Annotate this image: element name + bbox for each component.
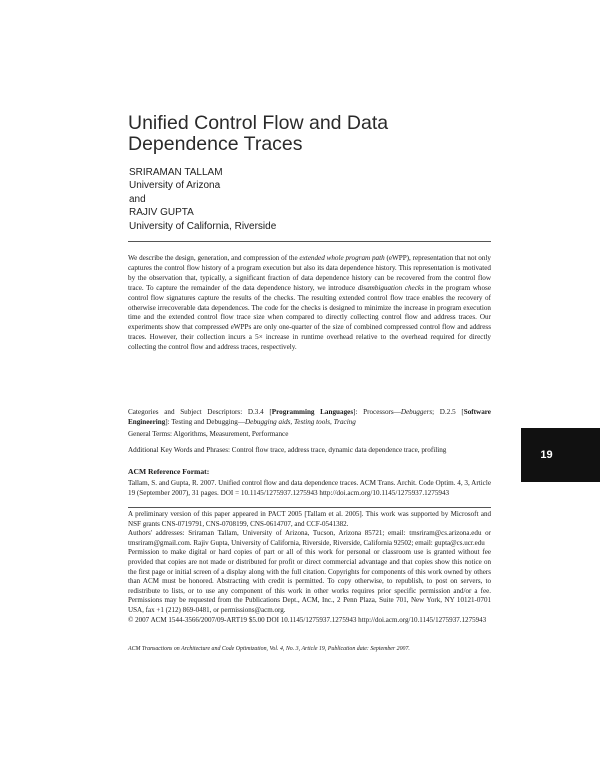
- abstract: [128, 254, 491, 353]
- category-tools: Debugging aids, Testing tools, Tracing: [245, 417, 356, 426]
- footnotes: [128, 510, 491, 625]
- general-terms: [128, 430, 491, 440]
- article-number: 19: [540, 449, 553, 461]
- keywords-text: Additional Key Words and Phrases: Control flow trace, address trace, dynamic data dependence trace, profiling: [128, 446, 447, 454]
- category-se: Software Engineering: [128, 408, 491, 426]
- author-affiliation-1: University of Arizona: [129, 180, 221, 192]
- abstract-text-3: in the program whose control flow signatures capture the results of the checks. The resulting extended control flow trace enables the recovery of otherwise irrecoverable data dependences. The code for the checks is designed to minimize the increase in program execution time and the extended control flow trace size when compared to directly collecting control flow and address traces. Our experiments show that compressed eWPPs are only one-quarter of the size of combined compressed control flow and address traces. However, their collection incurs a 5× increase in runtime overhead relative to the overhead required for directly collecting the control flow and address traces, respectively.: [128, 283, 491, 352]
- footnote-rule: [128, 507, 491, 508]
- abstract-text-2: (eWPP), representation that not only captures the control flow history of a program execution but also its data dependence history. This representation is motivated by the observation that, typically, a significant fraction of data dependence history can be recovered from the control flow trace. To capture the remainder of the data dependence history, we introduce: [128, 254, 491, 292]
- footnote-copyright: © 2007 ACM 1544-3566/2007/09-ART19 $5.00 DOI 10.1145/1275937.1275943 http://doi.acm.org/10.1145/1275937.1275943: [128, 615, 487, 624]
- abstract-text-1: We describe the design, generation, and compression of the: [128, 254, 300, 262]
- categories-label: Categories and Subject Descriptors: D.3.4 [: [128, 408, 272, 416]
- general-terms-text: General Terms: Algorithms, Measurement, Performance: [128, 430, 289, 438]
- footnote-permission: Permission to make digital or hard copies of part or all of this work for personal or classroom use is granted without fee provided that copies are not made or distributed for profit or direct commercial advantage and that copies show this notice on the first page or initial screen of a display along with the full citation. Copyrights for components of this work owned by others than ACM must be honored. Abstracting with credit is permitted. To copy otherwise, to republish, to post on servers, to redistribute to lists, or to use any component of this work in other works requires prior specific permission and/or a fee. Permissions may be requested from the Publications Dept., ACM, Inc., 2 Penn Plaza, Suite 701, New York, NY 10121-0701 USA, fax +1 (212) 869-0481, or permissions@acm.org.: [128, 548, 491, 614]
- category-pl: Programming Languages: [271, 408, 354, 416]
- acm-reference-text: Tallam, S. and Gupta, R. 2007. Unified control flow and data dependence traces. ACM Trans. Archit. Code Optim. 4, 3, Article 19 (September 2007), 31 pages. DOI = 10.1145/1275937.1275943 http://doi.acm.org/10.1145/1275937.1275943: [128, 479, 492, 497]
- header-rule: [128, 241, 491, 242]
- categories: [128, 408, 491, 428]
- author-name-1: SRIRAMAN TALLAM: [129, 167, 223, 178]
- paper-title: [128, 113, 528, 155]
- abstract-emphasis-2: disambiguation checks: [357, 283, 424, 292]
- categories-mid-2: ; D.2.5 [: [432, 408, 464, 416]
- footnote-preliminary: A preliminary version of this paper appeared in PACT 2005 [Tallam et al. 2005]. This work was supported by Microsoft and NSF grants CNS-0719791, CNS-0708199, CNS-0614707, and CCF-0541382.: [128, 510, 491, 528]
- footnote-addresses: Authors' addresses: Sriraman Tallam, University of Arizona, Tucson, Arizona 85721; email: tmsriram@cs.arizona.edu or tmsriram@gmail.com. Rajiv Gupta, University of California, Riverside, Riverside, California 92502; email: gupta@cs.ucr.edu: [128, 529, 491, 547]
- author-and: and: [129, 193, 146, 205]
- categories-mid-3: ]: Testing and Debugging—: [165, 417, 245, 426]
- author-block: [129, 166, 509, 233]
- acm-reference-heading: ACM Reference Format:: [128, 467, 210, 476]
- journal-footer: ACM Transactions on Architecture and Code Optimization, Vol. 4, No. 3, Article 19, Publication date: September 2007.: [128, 646, 410, 652]
- categories-mid-1: ]: Processors—: [353, 408, 401, 416]
- abstract-emphasis-1: extended whole program path: [299, 254, 385, 262]
- category-debuggers: Debuggers: [400, 408, 433, 416]
- title-line-1: Unified Control Flow and Data: [128, 112, 389, 134]
- author-affiliation-2: University of California, Riverside: [129, 220, 277, 232]
- keywords: [128, 446, 491, 456]
- title-line-2: Dependence Traces: [128, 133, 303, 155]
- author-name-2: RAJIV GUPTA: [129, 207, 194, 219]
- article-number-tab: [521, 428, 600, 482]
